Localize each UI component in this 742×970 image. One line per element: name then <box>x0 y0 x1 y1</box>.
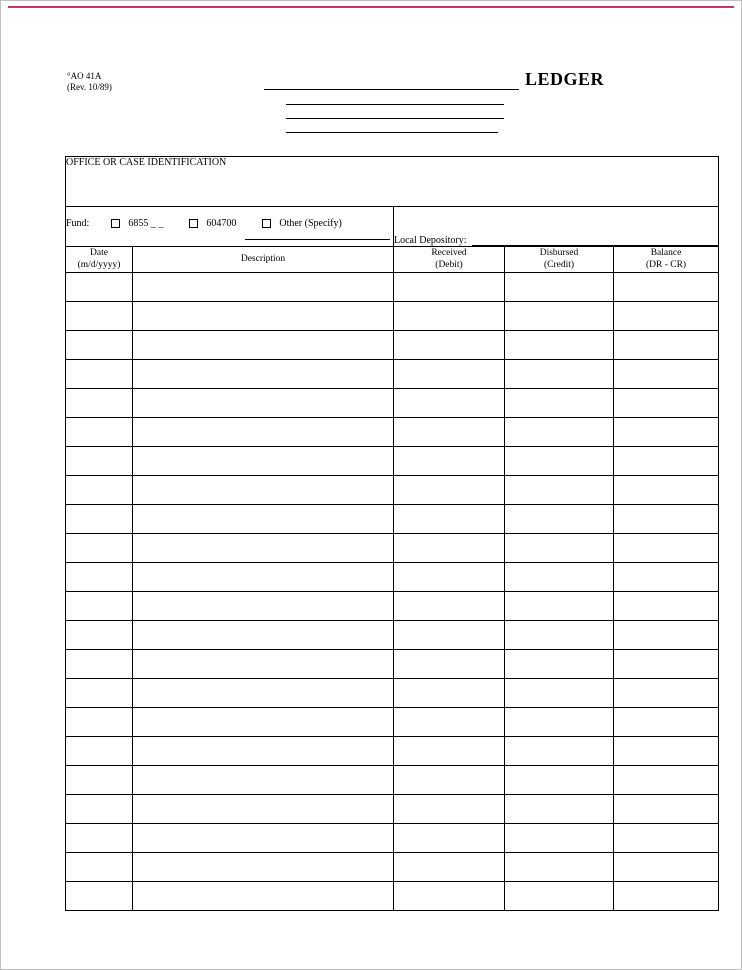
column-header-date <box>66 247 133 273</box>
ledger-cell-disbursed[interactable] <box>505 737 614 766</box>
ledger-cell-received[interactable] <box>394 824 505 853</box>
fund-604700-label: 604700 <box>206 218 237 229</box>
ledger-cell-disbursed[interactable] <box>505 273 614 302</box>
ledger-cell-disbursed[interactable] <box>505 534 614 563</box>
ledger-cell-balance[interactable] <box>614 766 719 795</box>
ledger-cell-balance[interactable] <box>614 418 719 447</box>
ledger-row <box>66 592 719 621</box>
ledger-row <box>66 534 719 563</box>
ledger-cell-disbursed[interactable] <box>505 389 614 418</box>
ledger-cell-description[interactable] <box>133 795 394 824</box>
ledger-body <box>66 273 719 911</box>
column-header-balance <box>614 247 719 273</box>
local-depository-line[interactable] <box>472 235 718 246</box>
ledger-cell-disbursed[interactable] <box>505 795 614 824</box>
ledger-cell-balance[interactable] <box>614 563 719 592</box>
ledger-cell-received[interactable] <box>394 795 505 824</box>
ledger-cell-description[interactable] <box>133 650 394 679</box>
ledger-cell-disbursed[interactable] <box>505 447 614 476</box>
form-revision: (Rev. 10/89) <box>67 82 112 93</box>
ledger-cell-received[interactable] <box>394 650 505 679</box>
office-identification-cell[interactable] <box>66 157 719 207</box>
ledger-cell-date[interactable] <box>66 853 133 882</box>
ledger-cell-date[interactable] <box>66 737 133 766</box>
column-header-row <box>66 247 719 273</box>
ledger-row <box>66 737 719 766</box>
ledger-cell-balance[interactable] <box>614 505 719 534</box>
local-depository-cell <box>394 207 719 247</box>
ledger-cell-received[interactable] <box>394 360 505 389</box>
ledger-cell-disbursed[interactable] <box>505 621 614 650</box>
ledger-row <box>66 679 719 708</box>
column-header-received-line1: Received <box>431 248 467 259</box>
fund-6855-label: 6855 _ _ <box>128 218 164 229</box>
ledger-cell-received[interactable] <box>394 592 505 621</box>
column-header-date-line2: (m/d/yyyy) <box>77 259 121 270</box>
ledger-cell-description[interactable] <box>133 563 394 592</box>
ledger-cell-received[interactable] <box>394 302 505 331</box>
fund-option-604700 <box>189 218 236 229</box>
ledger-cell-description[interactable] <box>133 447 394 476</box>
page-title: LEDGER <box>525 69 605 89</box>
ledger-row <box>66 563 719 592</box>
ledger-cell-date[interactable] <box>66 882 133 911</box>
ledger-row <box>66 650 719 679</box>
ledger-cell-received[interactable] <box>394 273 505 302</box>
top-accent-line <box>8 6 734 8</box>
ledger-table <box>65 156 719 911</box>
column-header-date-line1: Date <box>90 248 108 259</box>
ledger-cell-disbursed[interactable] <box>505 476 614 505</box>
ledger-row <box>66 505 719 534</box>
ledger-cell-received[interactable] <box>394 708 505 737</box>
ledger-cell-description[interactable] <box>133 737 394 766</box>
ledger-cell-disbursed[interactable] <box>505 505 614 534</box>
office-identification-row <box>66 157 719 207</box>
ledger-cell-disbursed[interactable] <box>505 418 614 447</box>
ledger-cell-description[interactable] <box>133 505 394 534</box>
ledger-row <box>66 273 719 302</box>
local-depository-label: Local Depository: <box>394 235 467 246</box>
ledger-row <box>66 824 719 853</box>
ledger-cell-disbursed[interactable] <box>505 331 614 360</box>
ledger-row <box>66 331 719 360</box>
ledger-cell-balance[interactable] <box>614 737 719 766</box>
ledger-cell-received[interactable] <box>394 882 505 911</box>
ledger-cell-description[interactable] <box>133 766 394 795</box>
ledger-cell-date[interactable] <box>66 389 133 418</box>
fund-row <box>66 207 719 247</box>
ledger-cell-description[interactable] <box>133 708 394 737</box>
form-number: °AO 41A <box>67 71 102 81</box>
fund-option-other <box>262 218 341 229</box>
ledger-cell-date[interactable] <box>66 679 133 708</box>
ledger-cell-balance[interactable] <box>614 650 719 679</box>
ledger-row <box>66 853 719 882</box>
fund-specify-line[interactable] <box>245 239 390 240</box>
ledger-row <box>66 621 719 650</box>
ledger-row <box>66 708 719 737</box>
title-row <box>264 63 624 91</box>
ledger-cell-date[interactable] <box>66 418 133 447</box>
ledger-cell-date[interactable] <box>66 331 133 360</box>
office-identification-label: OFFICE OR CASE IDENTIFICATION <box>66 157 227 168</box>
column-header-received-line2: (Debit) <box>435 259 463 270</box>
ledger-cell-disbursed[interactable] <box>505 592 614 621</box>
ledger-cell-received[interactable] <box>394 621 505 650</box>
ledger-cell-received[interactable] <box>394 389 505 418</box>
ledger-cell-disbursed[interactable] <box>505 360 614 389</box>
column-header-balance-line1: Balance <box>650 248 682 259</box>
ledger-cell-balance[interactable] <box>614 592 719 621</box>
ledger-cell-balance[interactable] <box>614 302 719 331</box>
header-blank-line-2[interactable] <box>286 118 504 119</box>
ledger-cell-date[interactable] <box>66 534 133 563</box>
ledger-cell-received[interactable] <box>394 418 505 447</box>
ledger-cell-date[interactable] <box>66 592 133 621</box>
ledger-cell-description[interactable] <box>133 534 394 563</box>
ledger-cell-date[interactable] <box>66 795 133 824</box>
ledger-row <box>66 418 719 447</box>
ledger-cell-description[interactable] <box>133 882 394 911</box>
ledger-cell-balance[interactable] <box>614 331 719 360</box>
ledger-row <box>66 389 719 418</box>
ledger-cell-disbursed[interactable] <box>505 679 614 708</box>
ledger-cell-date[interactable] <box>66 447 133 476</box>
ledger-cell-description[interactable] <box>133 853 394 882</box>
ledger-cell-balance[interactable] <box>614 534 719 563</box>
column-header-received <box>394 247 505 273</box>
ledger-cell-description[interactable] <box>133 389 394 418</box>
ledger-cell-disbursed[interactable] <box>505 824 614 853</box>
ledger-cell-description[interactable] <box>133 360 394 389</box>
ledger-cell-balance[interactable] <box>614 621 719 650</box>
fund-604700-checkbox[interactable] <box>189 219 198 228</box>
ledger-cell-date[interactable] <box>66 650 133 679</box>
ledger-cell-balance[interactable] <box>614 795 719 824</box>
ledger-cell-date[interactable] <box>66 505 133 534</box>
ledger-cell-description[interactable] <box>133 302 394 331</box>
ledger-cell-description[interactable] <box>133 331 394 360</box>
ledger-row <box>66 476 719 505</box>
ledger-cell-balance[interactable] <box>614 679 719 708</box>
ledger-cell-disbursed[interactable] <box>505 766 614 795</box>
fund-cell <box>66 207 394 247</box>
ledger-cell-received[interactable] <box>394 447 505 476</box>
column-header-disbursed-line2: (Credit) <box>543 259 575 270</box>
ledger-row <box>66 302 719 331</box>
fund-6855-checkbox[interactable] <box>111 219 120 228</box>
ledger-cell-received[interactable] <box>394 331 505 360</box>
ledger-cell-received[interactable] <box>394 766 505 795</box>
ledger-cell-date[interactable] <box>66 708 133 737</box>
ledger-cell-received[interactable] <box>394 534 505 563</box>
ledger-cell-balance[interactable] <box>614 708 719 737</box>
ledger-cell-description[interactable] <box>133 679 394 708</box>
ledger-cell-balance[interactable] <box>614 360 719 389</box>
column-header-disbursed <box>505 247 614 273</box>
ledger-cell-date[interactable] <box>66 824 133 853</box>
ledger-cell-balance[interactable] <box>614 389 719 418</box>
ledger-cell-balance[interactable] <box>614 476 719 505</box>
ledger-cell-disbursed[interactable] <box>505 302 614 331</box>
ledger-cell-description[interactable] <box>133 824 394 853</box>
ledger-cell-received[interactable] <box>394 476 505 505</box>
title-blank-line[interactable] <box>264 89 519 90</box>
fund-option-6855 <box>111 218 163 229</box>
column-header-balance-line2: (DR - CR) <box>645 259 687 270</box>
ledger-row <box>66 882 719 911</box>
fund-other-label: Other (Specify) <box>279 218 342 229</box>
ledger-cell-received[interactable] <box>394 679 505 708</box>
ledger-cell-date[interactable] <box>66 360 133 389</box>
ledger-row <box>66 766 719 795</box>
header-blank-line-1[interactable] <box>286 104 504 105</box>
ledger-cell-date[interactable] <box>66 476 133 505</box>
ledger-cell-disbursed[interactable] <box>505 708 614 737</box>
ledger-cell-balance[interactable] <box>614 853 719 882</box>
ledger-cell-date[interactable] <box>66 621 133 650</box>
ledger-cell-disbursed[interactable] <box>505 563 614 592</box>
header-blank-line-3[interactable] <box>286 132 498 133</box>
ledger-cell-date[interactable] <box>66 273 133 302</box>
ledger-cell-received[interactable] <box>394 737 505 766</box>
ledger-cell-disbursed[interactable] <box>505 853 614 882</box>
ledger-row <box>66 360 719 389</box>
column-header-disbursed-line1: Disbursed <box>539 248 579 259</box>
ledger-row <box>66 447 719 476</box>
ledger-cell-balance[interactable] <box>614 882 719 911</box>
ledger-cell-description[interactable] <box>133 621 394 650</box>
ledger-cell-disbursed[interactable] <box>505 650 614 679</box>
ledger-cell-balance[interactable] <box>614 824 719 853</box>
ledger-cell-date[interactable] <box>66 302 133 331</box>
ledger-cell-description[interactable] <box>133 476 394 505</box>
ledger-row <box>66 795 719 824</box>
ledger-cell-description[interactable] <box>133 273 394 302</box>
ledger-cell-received[interactable] <box>394 563 505 592</box>
ledger-cell-description[interactable] <box>133 592 394 621</box>
fund-label: Fund: <box>66 218 90 229</box>
ledger-cell-received[interactable] <box>394 853 505 882</box>
ledger-cell-disbursed[interactable] <box>505 882 614 911</box>
ledger-cell-balance[interactable] <box>614 447 719 476</box>
ledger-cell-balance[interactable] <box>614 273 719 302</box>
form-id-block <box>67 71 112 94</box>
ledger-cell-date[interactable] <box>66 766 133 795</box>
ledger-cell-date[interactable] <box>66 563 133 592</box>
ledger-cell-description[interactable] <box>133 418 394 447</box>
fund-other-checkbox[interactable] <box>262 219 271 228</box>
column-header-description <box>133 247 394 273</box>
column-header-description-line1: Description <box>240 253 286 264</box>
ledger-cell-received[interactable] <box>394 505 505 534</box>
